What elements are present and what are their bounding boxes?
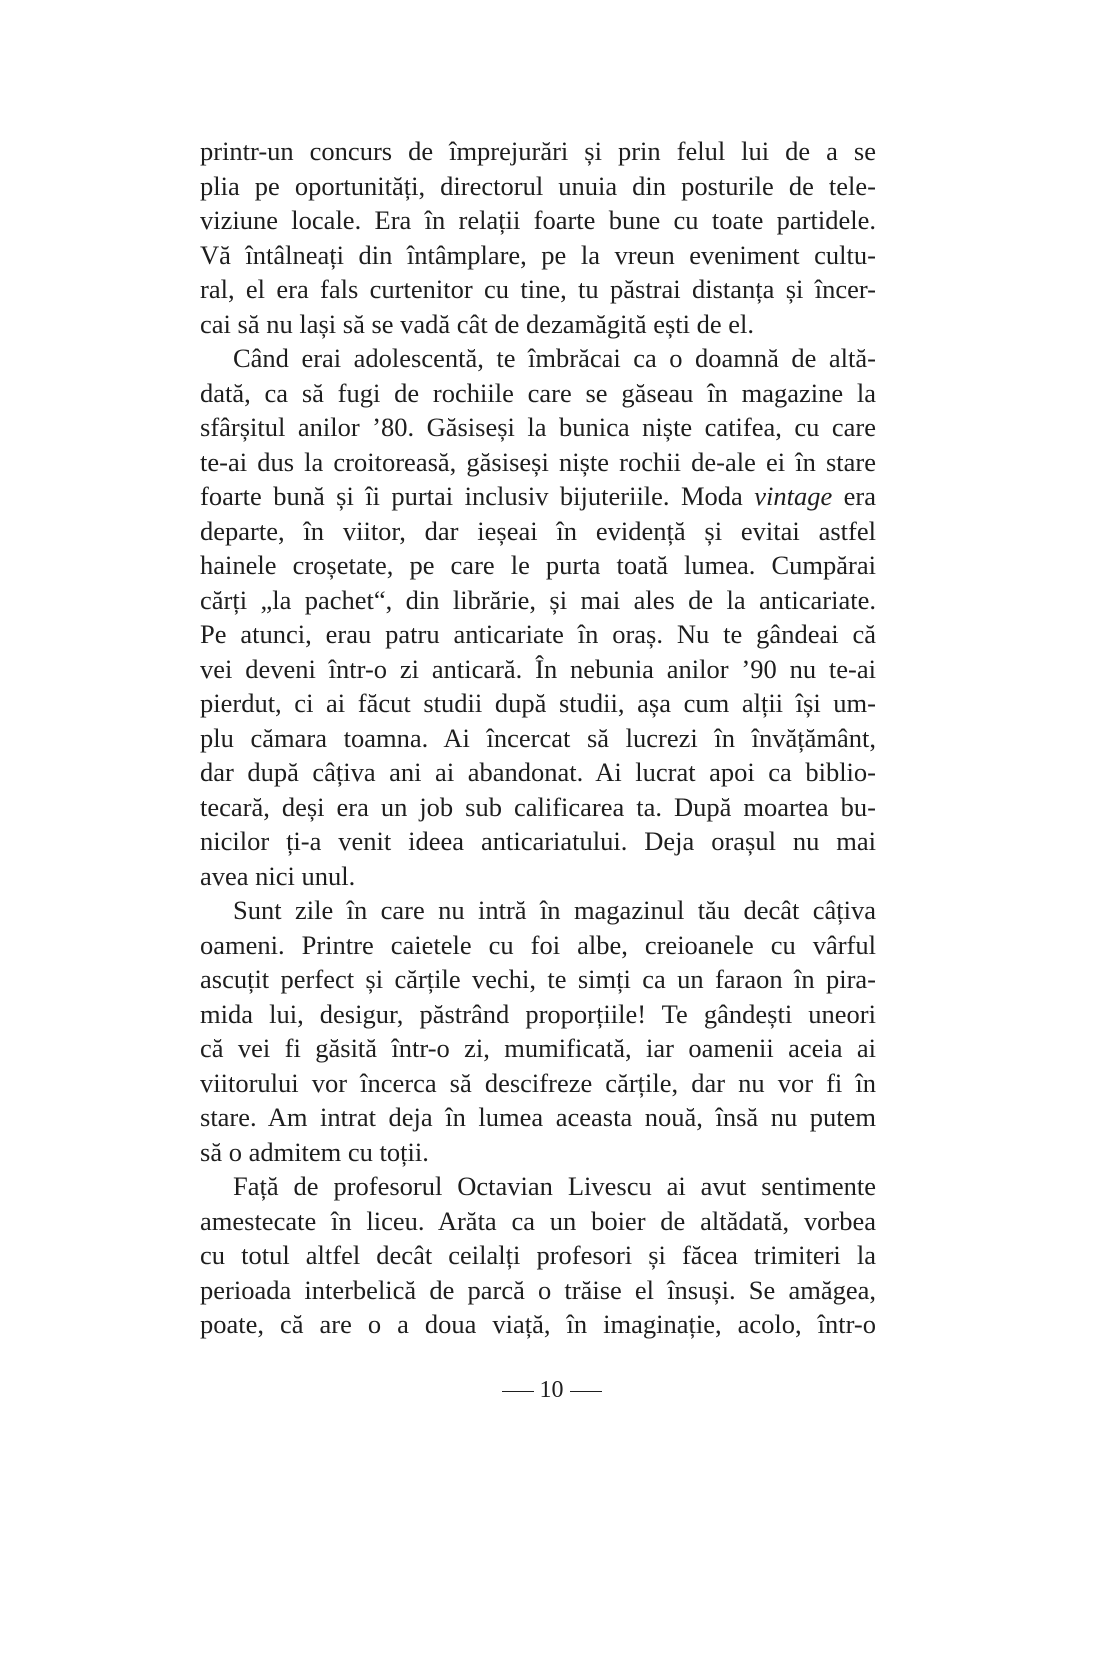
text-line: dar după câțiva ani ai abandonat. Ai lucrat apoi ca biblio- (200, 757, 876, 787)
text-line: cărți „la pachet“, din librărie, și mai ales de la anticariate. (200, 584, 876, 615)
text-line: să o admitem cu toții. (200, 1136, 429, 1167)
body-text (200, 134, 876, 1342)
text-line: ascuțit perfect și cărțile vechi, te simți ca un faraon în pira- (200, 964, 876, 994)
text-line: Față de profesorul Octavian Livescu ai avut sentimente (233, 1171, 876, 1201)
text-line: dată, ca să fugi de rochiile care se găseau în magazine la (200, 377, 876, 408)
text-line: Vă întâlneați din întâmplare, pe la vreun eveniment cultu- (200, 239, 876, 270)
text-line: amestecate în liceu. Arăta ca un boier de altădată, vorbea (200, 1205, 876, 1236)
text-segment: foarte bună și îi purtai inclusiv bijuteriile. Moda (200, 481, 755, 511)
text-line: Când erai adolescentă, te îmbrăcai ca o doamnă de altă- (233, 343, 876, 373)
text-line: sfârșitul anilor ’80. Găsiseși la bunica niște catifea, cu care (200, 412, 876, 442)
text-line: mida lui, desigur, păstrând proporțiile! Te gândești uneori (200, 998, 876, 1029)
text-line: stare. Am intrat deja în lumea aceasta nouă, însă nu putem (200, 1102, 876, 1132)
text-line: plu cămara toamna. Ai încercat să lucrezi în învățământ, (200, 722, 876, 753)
text-line: avea nici unul. (200, 860, 356, 891)
text-line: oameni. Printre caietele cu foi albe, creioanele cu vârful (200, 929, 876, 960)
text-line: Pe atunci, erau patru anticariate în oraș. Nu te gândeai că (200, 619, 876, 649)
text-line: ral, el era fals curtenitor cu tine, tu păstrai distanța și încer- (200, 274, 876, 304)
text-line: cu totul altfel decât ceilalți profesori și făcea trimiteri la (200, 1240, 876, 1270)
text-line: hainele croșetate, pe care le purta toată lumea. Cumpărai (200, 550, 876, 580)
page-number-text: 10 (539, 1377, 564, 1403)
folio-dash-right (570, 1391, 602, 1392)
text-line: departe, în viitor, dar ieșeai în evidență și evitai astfel (200, 515, 876, 546)
text-line: viziune locale. Era în relații foarte bune cu toate partidele. (200, 205, 876, 235)
text-segment: era (832, 481, 876, 511)
text-line: pierdut, ci ai făcut studii după studii, așa cum alții își um- (200, 688, 876, 718)
text-line: tecară, deși era un job sub calificarea ta. După moartea bu- (200, 791, 876, 822)
folio-dash-left (502, 1391, 534, 1392)
text-line: viitorului vor încerca să descifreze cărțile, dar nu vor fi în (200, 1067, 876, 1098)
text-line: vei deveni într-o zi anticară. În nebunia anilor ’90 nu te-ai (200, 653, 876, 684)
page-number (0, 1377, 1103, 1404)
text-line: Sunt zile în care nu intră în magazinul tău decât câțiva (233, 895, 876, 925)
italic-word: vintage (754, 481, 833, 511)
text-line: poate, că are o a doua viață, în imaginație, acolo, într-o (200, 1309, 876, 1339)
text-line: printr-un concurs de împrejurări și prin felul lui de a se (200, 136, 876, 166)
text-line: nicilor ți-a venit ideea anticariatului. Deja orașul nu mai (200, 826, 876, 856)
text-line: te-ai dus la croitoreasă, găsiseși niște rochii de-ale ei în stare (200, 446, 876, 477)
text-line: că vei fi găsită într-o zi, mumificată, iar oamenii aceia ai (200, 1033, 876, 1063)
text-line: perioada interbelică de parcă o trăise el însuși. Se amăgea, (200, 1274, 876, 1305)
text-line: plia pe oportunități, directorul unuia din posturile de tele- (200, 170, 876, 201)
text-line (200, 479, 876, 514)
text-line: cai să nu lași să se vadă cât de dezamăgită ești de el. (200, 308, 755, 339)
